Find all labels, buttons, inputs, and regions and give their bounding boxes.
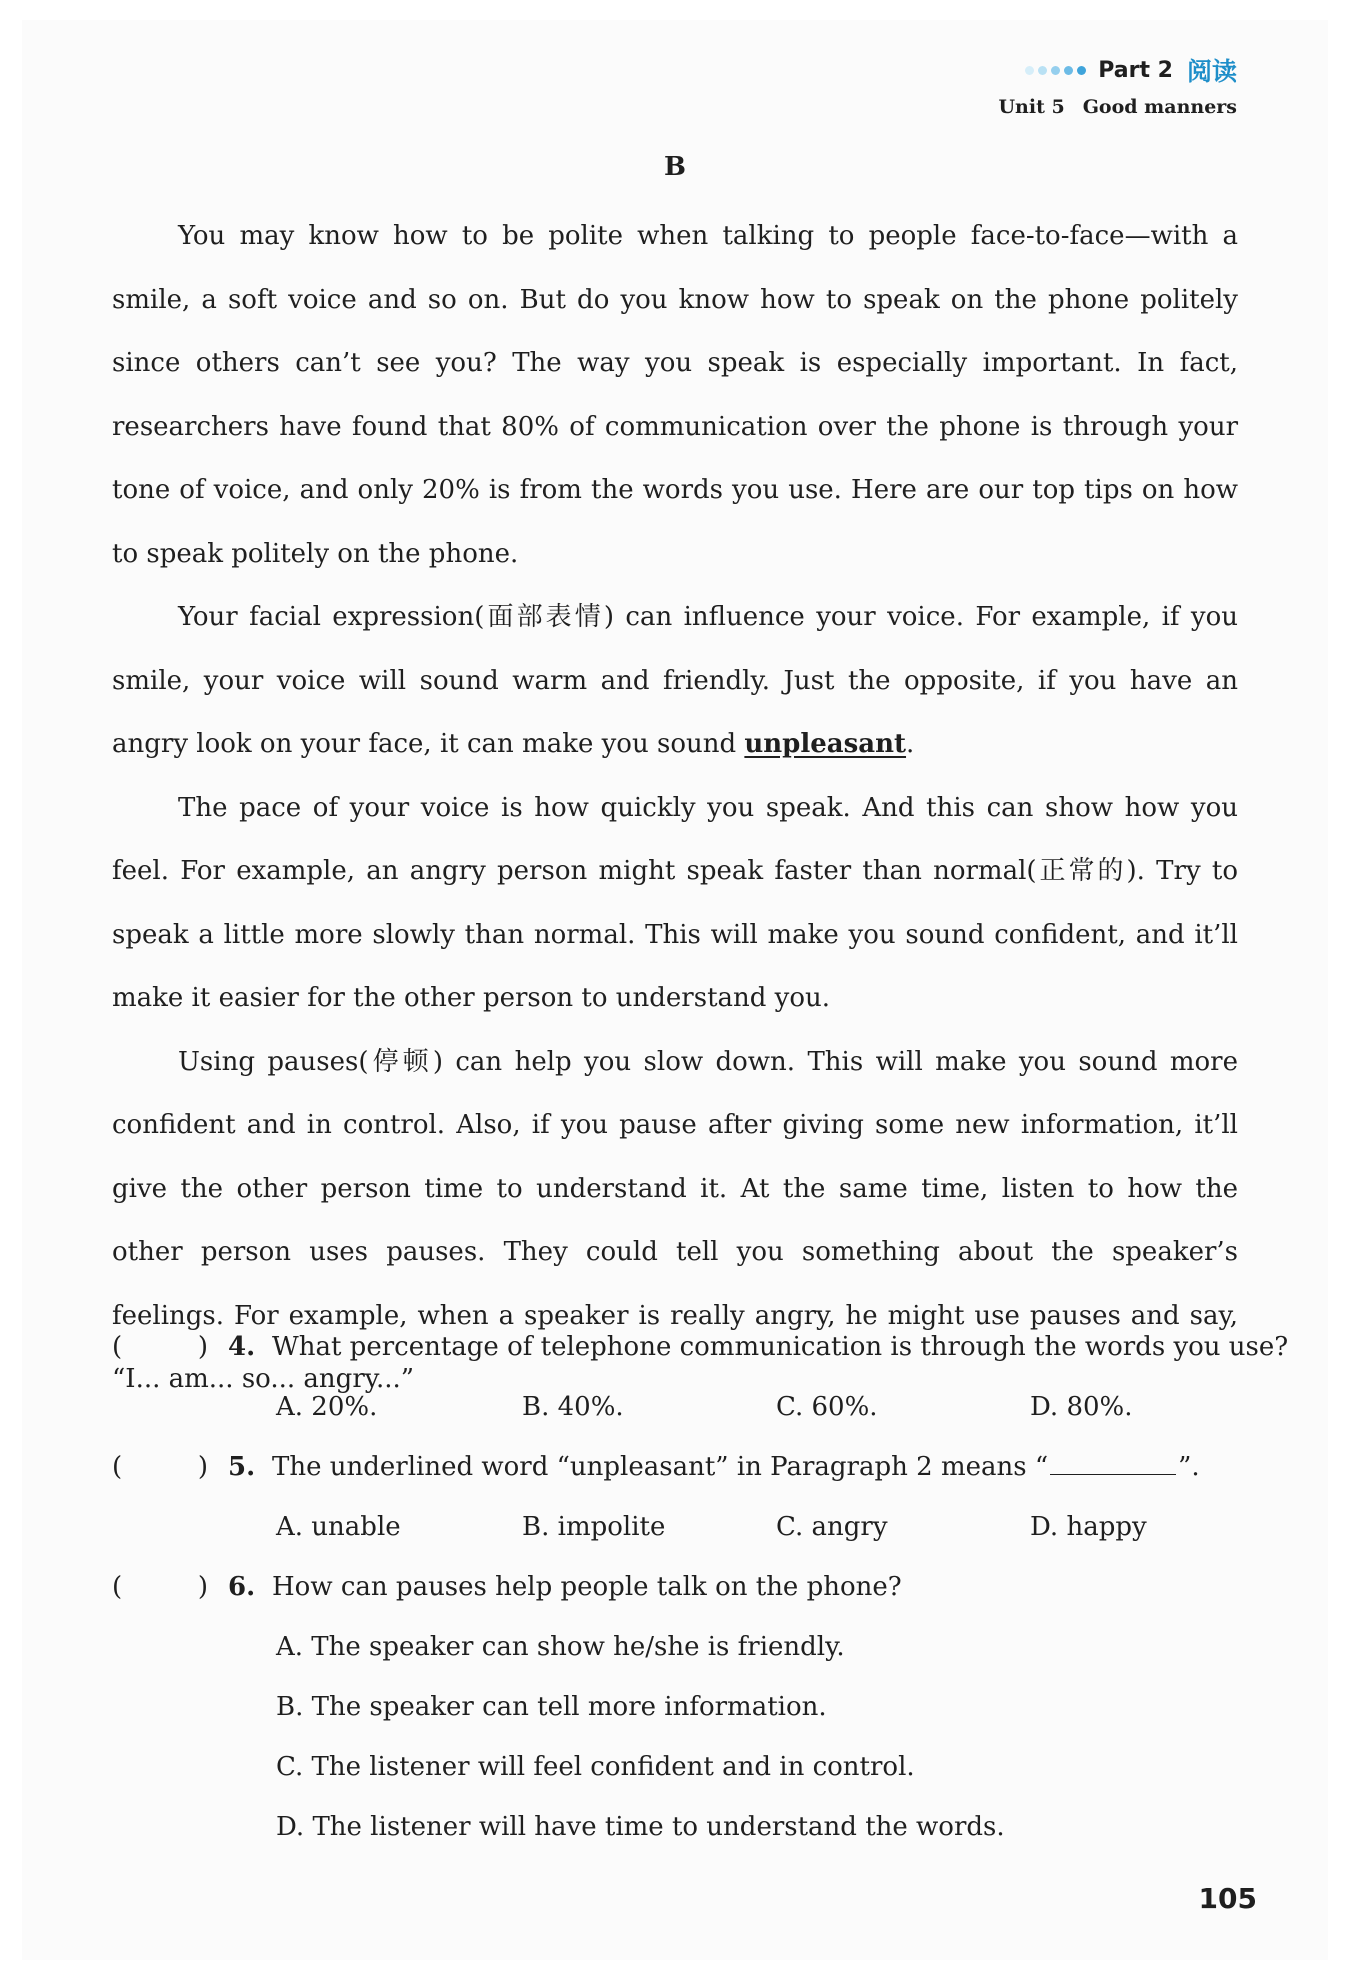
option-b[interactable]: B. impolite [522,1512,666,1542]
header-unit: Unit 5 [998,96,1065,118]
questions-section [112,1332,1289,1872]
header-part-line [998,52,1237,88]
paren-open: ( [112,1332,123,1362]
decorative-dots [1025,66,1086,75]
option-a[interactable]: A. 20%. [276,1392,378,1422]
option-d[interactable]: D. 80%. [1030,1392,1133,1422]
option-a[interactable]: A. unable [276,1512,401,1542]
question-6-option-b [112,1692,1238,1752]
question-number: 4. [228,1332,256,1362]
question-4 [112,1332,1289,1392]
page-header [998,52,1237,118]
paragraph-4: Using pauses(停顿) can help you slow down. This will make you sound more confident and in control. Also, if you pause after giving some new information, it’ll give the other person time to understand it. At the same time, listen to how the other person uses pauses. They could tell you something about the speaker’s feelings. For example, when a speaker is really angry, he might use pauses and say, “I... am... so... angry...” [112,1046,1238,1394]
dot-5 [1077,66,1086,75]
underlined-word: unpleasant [744,729,907,759]
paren-open: ( [112,1572,123,1602]
header-unit-line [998,96,1237,118]
option-b[interactable]: B. 40%. [522,1392,624,1422]
option-b[interactable]: B. The speaker can tell more information. [276,1692,827,1722]
paragraph-1: You may know how to be polite when talking to people face-to-face—with a smile, a soft voice and so on. But do you know how to speak on the phone politely since others can’t see you? The way you speak is especially important. In fact, researchers have found that 80% of communication over the phone is through your tone of voice, and only 20% is from the words you use. Here are our top tips on how to speak politely on the phone. [112,221,1238,569]
question-5-options [112,1512,1238,1572]
question-text [272,1452,1200,1482]
option-d[interactable]: D. happy [1030,1512,1147,1542]
paren-close: ) [197,1452,208,1482]
paragraph-2 [112,586,1238,777]
option-c[interactable]: C. The listener will feel confident and in control. [276,1752,915,1782]
option-a[interactable]: A. The speaker can show he/she is friendly. [276,1632,845,1662]
question-6-option-a [112,1632,1238,1692]
question-5 [112,1452,1238,1512]
option-c[interactable]: C. 60%. [776,1392,878,1422]
question-number: 6. [228,1572,256,1602]
dot-3 [1051,66,1060,75]
option-c[interactable]: C. angry [776,1512,888,1542]
paragraph-3: The pace of your voice is how quickly you speak. And this can show how you feel. For example, an angry person might speak faster than normal(正常的). Try to speak a little more slowly than normal. This will make you sound confident, and it’ll make it easier for the other person to understand you. [112,792,1238,1013]
paren-close: ) [197,1332,208,1362]
answer-blank[interactable] [112,1572,208,1602]
header-unit-title: Good manners [1082,96,1237,118]
reading-article [112,205,1238,1412]
answer-blank[interactable] [112,1452,208,1482]
answer-blank[interactable] [112,1332,208,1362]
paren-close: ) [197,1572,208,1602]
question-6-option-c [112,1752,1238,1812]
question-text: How can pauses help people talk on the phone? [272,1572,902,1602]
question-text-end: ”. [1178,1452,1200,1482]
header-section-cn: 阅读 [1186,57,1237,86]
header-part: Part 2 [1098,57,1173,83]
page-number: 105 [1198,1882,1257,1915]
question-text-start: The underlined word “unpleasant” in Paragraph 2 means “ [272,1452,1049,1482]
question-4-options [112,1392,1238,1452]
question-number: 5. [228,1452,256,1482]
paragraph-2-end: . [906,729,915,759]
paragraph-2-text: Your facial expression(面部表情) can influence your voice. For example, if you smile, your voice will sound warm and friendly. Just the opposite, if you have an angry look on your face, it can make you sound [112,602,1238,759]
question-text: What percentage of telephone communication is through the words you use? [272,1332,1289,1362]
dot-4 [1064,66,1073,75]
section-letter: B [664,152,686,182]
option-d[interactable]: D. The listener will have time to understand the words. [276,1812,1005,1842]
dot-1 [1025,66,1034,75]
question-6-option-d [112,1812,1238,1872]
fill-in-blank[interactable] [1050,1452,1176,1475]
dot-2 [1038,66,1047,75]
paren-open: ( [112,1452,123,1482]
question-6 [112,1572,1238,1632]
